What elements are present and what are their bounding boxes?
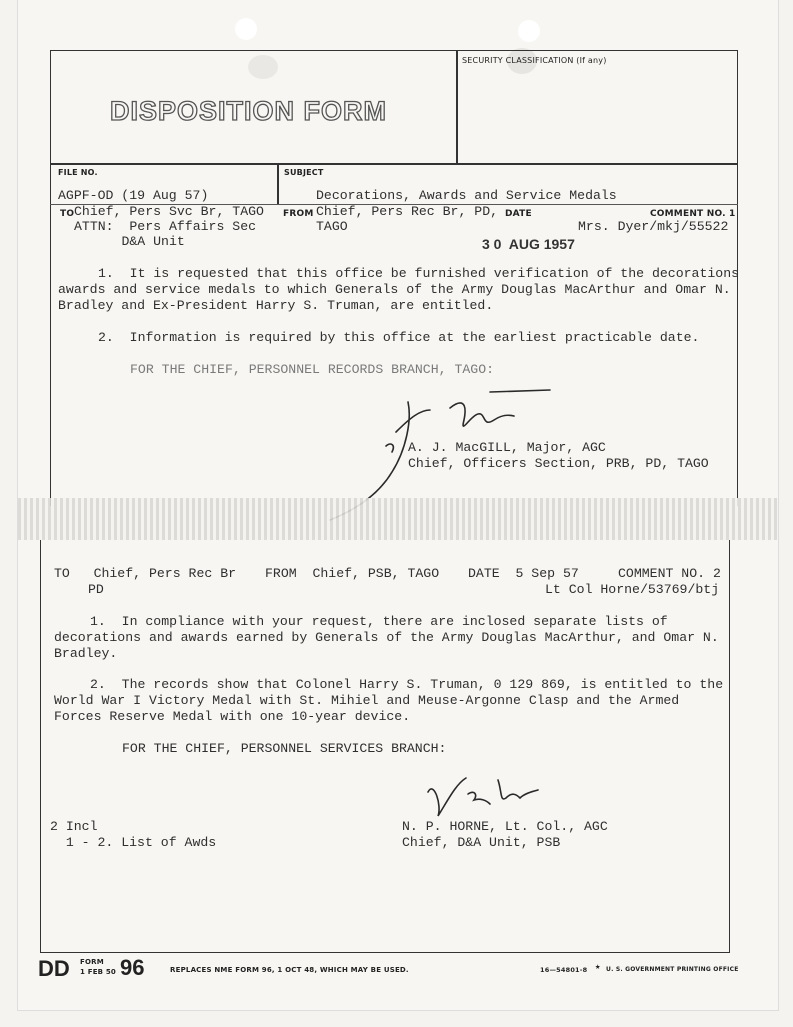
gpo-text: U. S. GOVERNMENT PRINTING OFFICE (606, 966, 739, 973)
inclosure-count: 2 Incl (50, 819, 98, 834)
comment1-signer-title: Chief, Officers Section, PRB, PD, TAGO (408, 456, 709, 471)
comment2-para1-line3: Bradley. (54, 646, 118, 661)
file-no-label: FILE NO. (58, 168, 98, 177)
security-box-left (456, 50, 458, 164)
comment2-signer-title: Chief, D&A Unit, PSB (402, 835, 561, 850)
date-stamp: 3 0 AUG 1957 (482, 236, 575, 252)
file-subject-divider (277, 163, 279, 205)
comment2-para1-line1: 1. In compliance with your request, there are inclosed separate lists of (90, 614, 668, 629)
from-line-2: TAGO (316, 219, 348, 234)
star-icon: ★ (595, 962, 601, 972)
comment2-reference: Lt Col Horne/53769/btj (545, 582, 720, 597)
comment2-para2-line2: World War I Victory Medal with St. Mihiel and Meuse-Argonne Clasp and the Armed (54, 693, 680, 708)
to-line-1: Chief, Pers Svc Br, TAGO (74, 204, 264, 219)
signature-horne (420, 770, 560, 820)
comment2-para2-line3: Forces Reserve Medal with one 10-year device. (54, 709, 411, 724)
comment1-para1-line3: Bradley and Ex-President Harry S. Truman, are entitled. (58, 298, 494, 313)
form-label: FORM (80, 958, 104, 966)
comment1-para1-line1: 1. It is requested that this office be furnished verification of the decorations (98, 266, 740, 281)
comment1-closing: FOR THE CHIEF, PERSONNEL RECORDS BRANCH, TAGO: (130, 362, 495, 377)
form-number: 96 (120, 955, 145, 980)
comment1-para1-line2: awards and service medals to which Generals of the Army Douglas MacArthur and Omar N. (58, 282, 731, 297)
subject-value: Decorations, Awards and Service Medals (316, 188, 617, 203)
inclosure-list: 1 - 2. List of Awds (50, 835, 217, 850)
comment2-to-line2: PD (88, 582, 104, 597)
file-no-value: AGPF-OD (19 Aug 57) (58, 188, 209, 203)
form-dd-mark: DD (38, 956, 70, 981)
comment-no-label: COMMENT NO. 1 (650, 209, 736, 219)
comment1-para2: 2. Information is required by this office at the earliest practicable date. (98, 330, 700, 345)
subject-label: SUBJECT (284, 168, 324, 177)
punch-hole-right (518, 20, 540, 42)
from-label: FROM (283, 209, 314, 219)
page-overlap-strip (18, 498, 778, 540)
header-divider (50, 163, 738, 165)
security-classification-label: SECURITY CLASSIFICATION (If any) (462, 56, 607, 65)
form-date: 1 FEB 50 (80, 968, 116, 976)
form-title: DISPOSITION FORM (110, 96, 388, 126)
date-label: DATE (505, 209, 532, 219)
comment2-closing: FOR THE CHIEF, PERSONNEL SERVICES BRANCH: (122, 741, 447, 756)
punch-hole-left (235, 18, 257, 40)
comment2-signer-name: N. P. HORNE, Lt. Col., AGC (402, 819, 608, 834)
comment2-para2-line1: 2. The records show that Colonel Harry S. Truman, 0 129 869, is entitled to the (90, 677, 724, 692)
gpo-code: 16—54801-8 (540, 966, 588, 974)
form-replaces-note: REPLACES NME FORM 96, 1 OCT 48, WHICH MAY BE USED. (170, 966, 409, 974)
to-line-2: ATTN: Pers Affairs Sec (74, 219, 257, 234)
to-line-3: D&A Unit (74, 234, 185, 249)
to-label: TO (60, 209, 75, 219)
comment2-para1-line2: decorations and awards earned by Generals of the Army Douglas MacArthur, and Omar N. (54, 630, 719, 645)
comment2-comment-no: COMMENT NO. 2 (618, 566, 721, 581)
comment2-from: FROM Chief, PSB, TAGO (265, 566, 440, 581)
comment1-signer-name: A. J. MacGILL, Major, AGC (408, 440, 606, 455)
from-line-1: Chief, Pers Rec Br, PD, (316, 204, 499, 219)
comment2-to: TO Chief, Pers Rec Br (54, 566, 237, 581)
comment1-reference: Mrs. Dyer/mkj/55522 (578, 219, 729, 234)
comment2-date: DATE 5 Sep 57 (468, 566, 579, 581)
